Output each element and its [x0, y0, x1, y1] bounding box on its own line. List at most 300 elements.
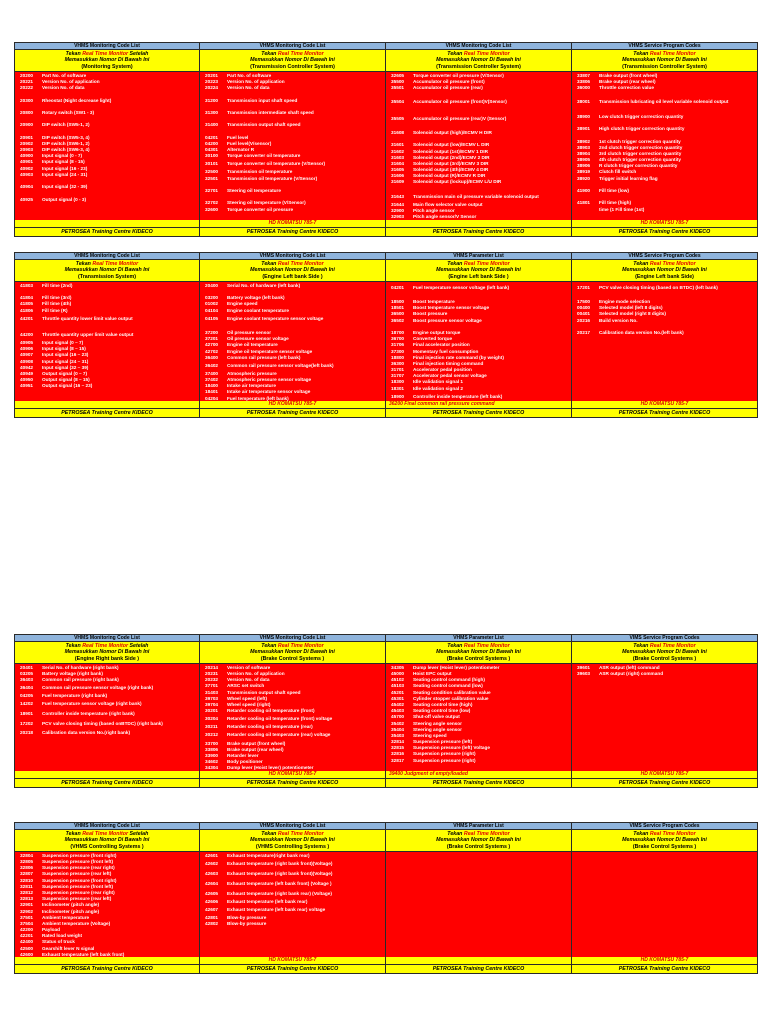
column-instructions: [572, 830, 757, 852]
code-list-column: [200, 42, 386, 237]
row-code: 20900: [20, 122, 34, 128]
row-description: Ambient temperature (Voltage): [42, 920, 111, 926]
column-instructions: [200, 50, 385, 72]
row-code: 32701: [205, 188, 219, 193]
table-row: [200, 878, 385, 888]
row-code: 31608: [391, 129, 405, 135]
code-rows: [200, 72, 385, 220]
code-rows: [200, 282, 385, 401]
real-time-monitor-text: Real Time Monitor: [463, 831, 510, 837]
row-code: 38904: [577, 150, 591, 156]
hd-komatsu-note: HD KOMATSU 785-7: [572, 957, 757, 964]
yellow-note-row: 39400 Judgment of empty/loaded: [386, 771, 571, 778]
yellow-note-row: 36200 Final common rail pressure command: [386, 401, 571, 408]
column-instructions: [572, 260, 757, 282]
row-description: Gearshift lever N signal: [42, 945, 95, 951]
code-rows: [200, 852, 385, 957]
row-description: Cylinder stopper calibration value: [413, 695, 489, 701]
row-code: 37504: [20, 920, 34, 926]
row-description: Engine oil temperature: [227, 342, 278, 348]
row-description: Engine coolant temperature sensor voltage: [227, 315, 324, 321]
row-code: 04104: [205, 307, 219, 313]
row-description: Solenoid output (lockup)/ECMV L/U DIR: [413, 179, 502, 185]
row-code: 38920: [577, 175, 591, 181]
row-code: 40901: [20, 159, 34, 165]
row-code: 32814: [391, 739, 405, 745]
instruction-masuk: Memasukkan Nomor Di Bawah Ini: [436, 649, 521, 656]
row-code: 41806: [20, 307, 34, 313]
system-subtitle: (Monitoring System): [81, 63, 133, 70]
row-code: 35402: [391, 720, 405, 726]
row-code: 32805: [20, 859, 34, 864]
row-description: Retarder cooling oil temperature (front) voltage: [227, 716, 333, 722]
row-description: Alternator R: [227, 147, 255, 153]
row-description: ARSC set switch: [227, 683, 265, 689]
row-description: Fuel level(V/sensor): [227, 140, 272, 146]
setelah-text: Setelah: [128, 831, 149, 837]
row-description: Fill time (3rd): [42, 295, 72, 301]
row-description: Retarder cooling oil temperature (rear) voltage: [227, 732, 331, 738]
real-time-monitor-text: Real Time Monitor: [649, 831, 696, 837]
row-code: 20200: [20, 72, 34, 78]
row-code: 35504: [391, 99, 405, 105]
row-code: 20400: [205, 282, 219, 288]
row-description: Suspension pressure (front left): [42, 859, 114, 864]
row-description: Steering angle sensor: [413, 726, 462, 732]
column-instructions: [15, 50, 199, 72]
row-description: Common rail pressure sensor voltage (right bank): [42, 685, 154, 691]
row-code: 32807: [20, 871, 34, 877]
row-description: Suspension pressure (front right): [42, 877, 117, 883]
row-code: 38901: [577, 126, 591, 132]
table-row: [572, 206, 757, 212]
row-code: 39703: [205, 695, 219, 701]
row-code: 32806: [20, 865, 34, 871]
row-code: 18501: [391, 305, 405, 311]
row-description: Version No. of data: [42, 85, 85, 91]
row-description: Converted torque: [413, 336, 453, 342]
row-code: 37400: [205, 370, 219, 376]
row-description: Final injection timing command: [413, 360, 484, 366]
row-description: Steering oil temperature (V/Sensor): [227, 200, 306, 206]
row-description: Oil pressure sensor: [227, 329, 272, 335]
row-description: Rheostat (Night decrease light): [42, 97, 112, 103]
row-code: 42605: [205, 890, 219, 896]
instruction-masuk: Memasukkan Nomor Di Bawah Ini: [64, 649, 150, 656]
row-code: 40942: [20, 364, 34, 370]
row-code: 35403: [391, 732, 405, 738]
row-code: 31606: [391, 173, 405, 179]
row-description: Brake output (rear wheel): [227, 746, 284, 752]
row-description: Common rail pressure (right bank): [42, 677, 119, 683]
column-footer: PETROSEA Training Centre KIDECO: [386, 964, 571, 974]
row-description: Seating control command (low): [413, 683, 483, 689]
system-subtitle: (Brake Control Systems ): [632, 843, 697, 850]
code-list-column: [386, 822, 572, 974]
blank-note-row: [15, 957, 199, 964]
row-description: Calibration data version No.(left bank): [599, 329, 684, 335]
column-title: VHMS Monitoring Code List: [386, 42, 571, 50]
row-code: 35505: [391, 115, 405, 121]
hd-komatsu-note: HD KOMATSU 785-7: [200, 220, 385, 227]
row-code: 30212: [205, 732, 219, 738]
column-title: VHMS Monitoring Code List: [200, 42, 385, 50]
blank-note-row: [15, 220, 199, 227]
row-code: 18800: [391, 354, 405, 360]
row-description: Seating control command (high): [413, 677, 485, 683]
row-description: Suspension pressure (rear right): [42, 889, 115, 895]
system-subtitle: (Brake Control Systems ): [260, 655, 325, 662]
row-description: Suspension pressure (left) Voltage: [413, 745, 491, 751]
table-row: [386, 757, 571, 763]
column-instructions: [572, 50, 757, 72]
row-description: Version of software: [227, 664, 271, 670]
row-description: Torque converter oil pressure: [227, 206, 294, 212]
row-description: Wheel speed (right): [227, 701, 271, 707]
row-description: ASR output (right) command: [599, 671, 664, 676]
code-list-column: [386, 252, 572, 418]
row-description: Fill time (4th): [42, 301, 72, 307]
tekan-text: Tekan: [633, 643, 650, 649]
row-description: ASR output (left) command: [599, 664, 660, 670]
instruction-masuk: Memasukkan Nomor Di Bawah Ini: [436, 57, 521, 64]
row-code: 41804: [20, 295, 34, 301]
row-code: 37201: [205, 336, 219, 342]
real-time-monitor-text: Real Time Monitor: [82, 51, 129, 57]
code-list-column: [572, 42, 758, 237]
row-code: 37402: [205, 377, 219, 383]
row-code: 18900: [391, 393, 405, 399]
row-code: 40907: [20, 352, 34, 358]
row-description: Torque converter oil temperature: [227, 153, 301, 159]
row-description: Retarder lever: [227, 752, 259, 758]
row-code: 42500: [20, 945, 34, 951]
table-row: [200, 159, 385, 169]
row-description: Accelerator pedal position: [413, 367, 472, 373]
row-code: 32810: [20, 877, 34, 883]
row-code: 33807: [577, 72, 591, 78]
row-description: Version No. of application: [227, 671, 285, 676]
tekan-text: Tekan: [447, 831, 464, 837]
row-description: Wheel speed (left): [227, 695, 268, 701]
row-description: Low clutch trigger correction quantity: [599, 113, 684, 119]
row-description: Final injection rate command (by weight): [413, 354, 504, 360]
row-description: time (1 Fill time (1st): [599, 206, 645, 212]
row-description: Serial No. of hardware (right bank): [42, 664, 119, 670]
table-row: [572, 282, 757, 292]
row-code: 32902: [20, 908, 34, 914]
row-code: 32812: [20, 889, 34, 895]
column-title: VHMS Monitoring Code List: [15, 822, 199, 830]
column-title: VHMS Parameter List: [386, 252, 571, 260]
hd-komatsu-note: HD KOMATSU 785-7: [200, 401, 385, 408]
row-description: Suspension pressure (front right): [42, 852, 117, 858]
row-code: 33900: [205, 752, 219, 758]
row-code: 41801: [577, 200, 591, 206]
system-subtitle: (Engine Right bank Side ): [74, 655, 140, 662]
row-code: 33806: [205, 746, 219, 752]
row-code: 17202: [20, 721, 34, 727]
row-code: 36000: [577, 85, 591, 91]
row-code: 32817: [391, 757, 405, 763]
row-description: Input signal (16 - 23): [42, 165, 88, 171]
row-code: 20902: [20, 140, 34, 146]
row-code: 36700: [391, 336, 405, 342]
row-description: Steering speed: [413, 732, 447, 738]
instruction-masuk: Memasukkan Nomor Di Bawah Ini: [250, 267, 335, 274]
row-description: Exhaust temperature (right bank rear) (Voltage): [227, 890, 332, 896]
row-code: 30204: [205, 716, 219, 722]
row-description: Input signal (8 – 15): [42, 346, 86, 352]
code-list-column: [14, 822, 200, 974]
row-description: Input signal (24 - 31): [42, 171, 88, 177]
row-code: 20218: [20, 729, 34, 735]
row-description: Brake output (front wheel): [227, 740, 286, 746]
row-description: Body positioner: [227, 759, 263, 765]
system-subtitle: (Engine Left bank Side ): [262, 273, 323, 280]
row-description: Transmission output shaft speed: [227, 689, 301, 695]
row-code: 33806: [577, 79, 591, 84]
hd-komatsu-note: HD KOMATSU 785-7: [200, 957, 385, 964]
code-list-block: [14, 634, 758, 788]
row-description: Calibration data version No.(right bank): [42, 729, 131, 735]
row-code: 36400: [205, 354, 219, 360]
hd-komatsu-note: HD KOMATSU 785-7: [572, 771, 757, 778]
row-description: Oil pressure sensor voltage: [227, 336, 289, 342]
row-description: Engine coolant temperature: [227, 307, 289, 313]
row-code: 34304: [205, 765, 219, 771]
row-description: Suspension pressure (left): [413, 739, 473, 745]
system-subtitle: (Brake Control Systems ): [446, 655, 511, 662]
row-code: 20800: [20, 109, 34, 115]
real-time-monitor-text: Real Time Monitor: [277, 831, 324, 837]
code-list-column: [572, 822, 758, 974]
row-description: Exhaust temperature (left bank front): [42, 951, 125, 957]
row-description: Input signal (24 – 31): [42, 358, 89, 364]
real-time-monitor-text: Real Time Monitor: [277, 261, 324, 267]
row-description: Output signal (0 – 7): [42, 370, 88, 376]
row-description: Transmission oil temperature (V/Sensor): [227, 175, 318, 181]
column-footer: PETROSEA Training Centre KIDECO: [572, 778, 757, 788]
row-code: 45103: [391, 683, 405, 689]
row-code: 38900: [577, 113, 591, 119]
row-description: Rotary switch (SW1 - 3): [42, 109, 95, 115]
table-row: [572, 329, 757, 335]
setelah-text: Setelah: [128, 643, 149, 649]
system-subtitle: (Transmission Controller System): [622, 63, 707, 70]
table-row: [200, 206, 385, 212]
row-description: Boost pressure sensor voltage: [413, 317, 482, 323]
row-code: 00401: [577, 311, 591, 317]
row-description: Version No. of application: [227, 79, 285, 84]
row-code: 20903: [20, 147, 34, 153]
row-code: 36502: [391, 317, 405, 323]
row-code: 20216: [577, 317, 591, 323]
row-code: 31609: [391, 179, 405, 185]
row-code: 42700: [205, 342, 219, 348]
row-code: 31603: [391, 154, 405, 160]
row-description: Input signal (0 - 7): [42, 153, 83, 159]
real-time-monitor-text: Real Time Monitor: [277, 643, 324, 649]
row-code: 37501: [20, 914, 34, 920]
row-description: Transmission intermediate shaft speed: [227, 109, 314, 115]
row-code: 20224: [205, 85, 219, 91]
row-code: 04205: [20, 693, 34, 699]
code-list-column: [572, 634, 758, 788]
row-description: Idle validation signal 1: [413, 379, 464, 385]
row-code: 40951: [20, 383, 34, 389]
row-code: 45403: [391, 708, 405, 714]
table-row: [386, 113, 571, 123]
column-title: VHMS Parameter List: [386, 634, 571, 642]
row-code: 34602: [205, 759, 219, 765]
row-code: 42200: [20, 927, 34, 933]
row-code: 42702: [205, 348, 219, 354]
row-code: 33700: [205, 740, 219, 746]
row-code: 31643: [391, 193, 405, 199]
row-description: Suspension pressure (rear left): [42, 896, 112, 902]
real-time-monitor-text: Real Time Monitor: [92, 261, 139, 267]
code-rows: [572, 282, 757, 401]
row-description: Seating condition calibration value: [413, 689, 491, 695]
real-time-monitor-text: Real Time Monitor: [82, 643, 129, 649]
row-code: 32903: [391, 214, 405, 220]
row-code: 00400: [577, 305, 591, 311]
row-description: Fuel temperature sensor voltage (right bank): [42, 701, 142, 707]
row-code: 40950: [20, 377, 34, 383]
table-row: [15, 329, 199, 339]
row-code: 36500: [391, 311, 405, 317]
table-row: [386, 191, 571, 201]
row-code: 31400: [205, 122, 219, 128]
row-description: Blow-by pressure: [227, 915, 267, 921]
row-code: 30211: [205, 724, 218, 730]
row-description: Selected model (right 8 digits): [599, 311, 666, 317]
row-code: 20401: [20, 664, 34, 670]
hd-komatsu-note: HD KOMATSU 785-7: [572, 401, 757, 408]
row-description: Fuel temperature (right bank): [42, 693, 108, 699]
table-row: [200, 730, 385, 740]
column-title: VIMS Service Program Codes: [572, 822, 757, 830]
row-description: Solenoid output (1st)/ECMV 1 DIR: [413, 148, 488, 154]
row-code: 42603: [205, 870, 219, 876]
column-footer: PETROSEA Training Centre KIDECO: [572, 408, 757, 418]
row-description: Solenoid output (3rd)/ECMV 3 DIR: [413, 160, 489, 166]
column-title: VHMS Service Program Codes: [572, 42, 757, 50]
row-description: Output signal (16 – 23): [42, 383, 93, 389]
row-description: Engine mode selection: [599, 299, 651, 304]
row-description: Version No. of data: [227, 85, 270, 91]
code-rows: [572, 852, 757, 957]
row-code: 17500: [577, 299, 591, 304]
system-subtitle: (Transmission Controller System): [436, 63, 521, 70]
row-code: 18500: [391, 299, 405, 304]
row-description: Fuel temperature sensor voltage (left bank): [413, 284, 510, 290]
column-footer: PETROSEA Training Centre KIDECO: [386, 778, 571, 788]
column-instructions: [386, 642, 571, 664]
row-description: Accumulator oil pressure (rear)V (Sensor): [413, 115, 507, 121]
row-code: 30100: [205, 153, 219, 159]
row-code: 20901: [20, 134, 34, 140]
code-rows: [386, 664, 571, 771]
row-code: 18301: [391, 385, 405, 391]
table-row: [200, 905, 385, 915]
row-description: Fill time (low): [599, 188, 629, 193]
row-code: 20232: [205, 677, 219, 683]
column-footer: PETROSEA Training Centre KIDECO: [200, 408, 385, 418]
row-code: 36300: [391, 360, 405, 366]
row-description: Pitch angle sensor/V Sensor: [413, 214, 477, 220]
row-code: 40949: [20, 370, 34, 376]
column-title: VHMS Service Program Codes: [572, 252, 757, 260]
column-title: VHMS Monitoring Code List: [15, 42, 199, 50]
row-description: Retarder cooling oil temperature (rear): [227, 724, 313, 730]
row-code: 38905: [577, 157, 591, 163]
code-rows: [15, 664, 199, 771]
code-list-column: [14, 42, 200, 237]
table-row: [572, 97, 757, 107]
code-rows: [572, 72, 757, 220]
row-description: Inclinometer (pitch angle): [42, 902, 100, 908]
column-footer: PETROSEA Training Centre KIDECO: [15, 227, 199, 237]
row-code: 04200: [205, 140, 219, 146]
row-code: 03205: [20, 671, 34, 676]
row-description: Atmospheric pressure sensor voltage: [227, 377, 312, 383]
row-code: 20214: [205, 664, 219, 670]
row-description: Momentary fuel consumption: [413, 348, 479, 354]
row-code: 04301: [205, 147, 219, 153]
row-code: 20231: [205, 671, 219, 676]
column-footer: PETROSEA Training Centre KIDECO: [15, 964, 199, 974]
table-row: [15, 699, 199, 709]
row-description: Trigger initial learning flag: [599, 175, 658, 181]
row-description: Seating control time (low): [413, 708, 471, 714]
row-description: Accelerator pedal sensor voltage: [413, 373, 487, 379]
row-description: Accumulator oil pressure (front): [413, 79, 485, 84]
instruction-masuk: Memasukkan Nomor Di Bawah Ini: [436, 837, 521, 844]
row-code: 42600: [20, 951, 34, 957]
table-row: [15, 196, 199, 202]
real-time-monitor-text: Real Time Monitor: [649, 51, 696, 57]
row-code: 42601: [205, 852, 219, 858]
row-code: 32813: [20, 896, 34, 902]
row-code: 20222: [20, 85, 34, 91]
row-code: 35501: [391, 85, 405, 91]
row-description: Steering angle sensor: [413, 720, 462, 726]
row-description: Common rail pressure sensor voltage(left bank): [227, 362, 334, 368]
instruction-masuk: Memasukkan Nomor Di Bawah Ini: [64, 267, 150, 274]
row-code: 18300: [391, 379, 405, 385]
row-code: 42607: [205, 907, 219, 913]
row-description: Seating control time (high): [413, 701, 473, 707]
table-row: [200, 868, 385, 878]
code-list-column: [572, 252, 758, 418]
row-description: Exhaust temperature (left bank front) (Voltage ): [227, 880, 332, 886]
real-time-monitor-text: Real Time Monitor: [463, 51, 510, 57]
column-footer: PETROSEA Training Centre KIDECO: [200, 964, 385, 974]
column-footer: PETROSEA Training Centre KIDECO: [15, 778, 199, 788]
row-code: 20221: [20, 79, 34, 84]
row-code: 32500: [205, 169, 219, 175]
row-code: 36403: [20, 677, 34, 683]
row-code: 18700: [391, 329, 405, 335]
code-rows: [15, 72, 199, 220]
system-subtitle: (Brake Control Systems ): [632, 655, 697, 662]
row-code: 40902: [20, 165, 34, 171]
row-description: Solenoid output (high)/ECMV H DIR: [413, 129, 492, 135]
code-rows: [15, 282, 199, 401]
row-description: Final accelerator position: [413, 342, 470, 348]
